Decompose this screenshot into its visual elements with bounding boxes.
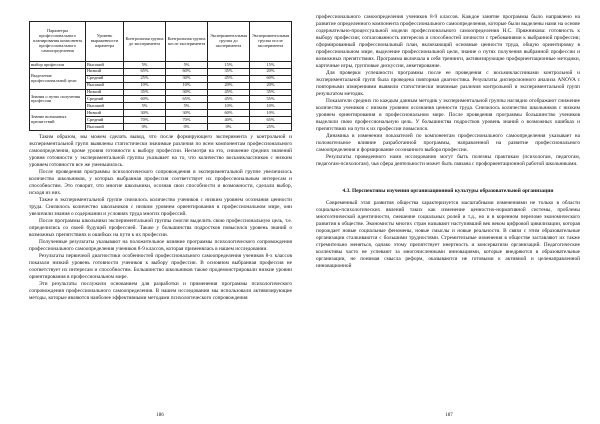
table-row [30, 110, 292, 117]
value-cell: 10% [124, 82, 166, 89]
param-cell: выбор профессии [30, 62, 86, 69]
value-cell: 35% [208, 68, 250, 75]
value-cell: 55% [250, 96, 292, 103]
value-cell: 60% [124, 96, 166, 103]
body-text [316, 200, 580, 270]
level-cell: Высокий [86, 62, 124, 69]
value-cell: 10% [250, 110, 292, 117]
value-cell: 45% [208, 96, 250, 103]
value-cell: 40% [208, 117, 250, 124]
level-cell: Средний [86, 96, 124, 103]
value-cell: 0% [124, 124, 166, 131]
value-cell: 5% [166, 103, 208, 110]
level-cell: Средний [86, 75, 124, 82]
value-cell: 15% [208, 62, 250, 69]
value-cell: 65% [124, 68, 166, 75]
table-row [30, 68, 292, 75]
value-cell: 20% [250, 82, 292, 89]
value-cell: 25% [250, 124, 292, 131]
paragraph: Также в экспериментальной группе снизилось количество учеников с низким уровнем осознания ценности труда. Снизилось количество школьников с низким уровнем ориентирования в профессиональном мире, они увеличили знания о содержании и условиях труда многих профессий. [29, 196, 292, 217]
table-header-row [30, 22, 292, 62]
value-cell: 35% [124, 89, 166, 96]
level-cell: Низкий [86, 68, 124, 75]
value-cell: 10% [208, 103, 250, 110]
value-cell: 30% [124, 110, 166, 117]
level-cell: Низкий [86, 110, 124, 117]
table-header-cell: Параметры профессионального планирования компонента профессионального самоопределения [30, 22, 86, 62]
value-cell: 25% [124, 75, 166, 82]
value-cell: 60% [250, 75, 292, 82]
value-cell: 20% [208, 82, 250, 89]
paragraph: Полученные результаты указывают на положительное влияние программы психологического сопровождения профессионального самоопределения учеников 8-9 классов, которая применялась в нашем исследовании. [29, 238, 292, 252]
table-header-cell: Экспериментальная группа до эксперимента [208, 22, 250, 62]
value-cell: 30% [166, 75, 208, 82]
value-cell: 35% [250, 89, 292, 96]
table-row [30, 89, 292, 96]
table-header-cell: Уровень выраженности параметра [86, 22, 124, 62]
level-cell: Высокий [86, 103, 124, 110]
paragraph: Динамика в изменении показателей по компонентам профессионального самоопределения указывает на положительное влияние разработанной программы, направленной на развитие профессионального самоопределения и формирование осознанного выбора профессии. [316, 133, 580, 153]
value-cell: 60% [166, 68, 208, 75]
param-cell: Выделение профессиональной цели [30, 68, 86, 89]
param-cell: Знание возможных препятствий [30, 110, 86, 131]
paragraph: профессионального самоопределения учеников 8-9 классов. Каждое занятие программы было направлено на развитие определенного компонента профессионального самоопределения, которые были выделены нами на основе содержательно-процессуальной модели профессионального самоопределения Н.С. Пряжникова: готовность к выбору профессии; согласованность интересов и способностей личности с требованиями к выбранной профессии; сформированный профессиональный план, включающий основные ценности труда, общую ориентировку в профессиональном мире, выделение профессиональной цели, знание о путях получения выбранной профессии и возможных препятствиях. Программа включала в себя тренинги, активизирующие профориентационные методики, карточные игры, групповые дискуссии, анкетирование. [316, 14, 580, 69]
value-cell: 0% [166, 124, 208, 131]
value-cell: 20% [250, 68, 292, 75]
paragraph: Показатели средних по каждым данным методик у экспериментальной группы наглядно отображают снижение количества учеников с низким уровнем осознания ценности труда. Снизилось количество школьников с низким уровнем ориентирования в профессиональном мире. После проведения программы большинство учеников выделили свою профессиональную цель. У большинства подростков уровень знаний о возможных ошибках и препятствиях на пути к их профессии повысился. [316, 98, 580, 132]
level-cell: Высокий [86, 124, 124, 131]
body-text [316, 14, 580, 168]
table-header-cell: Контрольная группа до эксперимента [124, 22, 166, 62]
body-text [29, 134, 292, 302]
paragraph: Таким образом, мы можем сделать вывод, что после формирующего эксперимента у контрольной и экспериментальной групп выявлены статистически значимые различия по всем компонентам профессионального самоопределения, кроме уровня готовности к выбору профессии. Несмотря на это, снижение средних значений уровня готовности у экспериментальной группы указывает на то, что количество восьмиклассников с низким уровнем готовности все же уменьшилось. [29, 133, 292, 168]
param-cell: Знания о путях получения профессии [30, 89, 86, 110]
value-cell: 65% [166, 96, 208, 103]
value-cell: 0% [208, 124, 250, 131]
results-table [29, 21, 292, 131]
value-cell: 45% [208, 75, 250, 82]
level-cell: Высокий [86, 82, 124, 89]
value-cell: 70% [166, 117, 208, 124]
level-cell: Низкий [86, 89, 124, 96]
value-cell: 5% [166, 62, 208, 69]
paragraph: Результаты первичной диагностики особенностей профессионального самоопределения учеников 8-х классов показали низкий уровень готовности учеников к выбору профессии. В основном выбранная профессия не соответствует их интересам и способностям. Большинство школьников также продемонстрировали низкие уровни ориентирования в профессиональном мире. [29, 252, 292, 280]
value-cell: 15% [250, 62, 292, 69]
level-cell: Средний [86, 117, 124, 124]
section-heading: 4.3. Перспективы изучения организационной культуры образовательной организации [342, 188, 554, 194]
table-header-cell: Контрольная группа после эксперимента [166, 22, 208, 62]
page-number: 186 [156, 413, 164, 418]
paragraph: После проведения программы психологического сопровождения в экспериментальной группе увеличилось количество школьников, у которых выбранная профессия соответствует их профессиональным интересам и способностям. Это говорит, что многие школьники, осознав свои способности и возможности, сделали выбор, исходя из них. [29, 168, 292, 196]
value-cell: 70% [124, 117, 166, 124]
table-row [30, 62, 292, 69]
right-page [300, 0, 600, 424]
value-cell: 45% [208, 89, 250, 96]
value-cell: 10% [250, 103, 292, 110]
value-cell: 5% [124, 62, 166, 69]
table-header-cell: Экспериментальная группа после эксперимента [250, 22, 292, 62]
paragraph: После программы школьники экспериментальной группы смогли выделить свою профессиональную цель, т.е. определились со своей будущей профессией. Также у большинства подростков повысился уровень знаний о возможных препятствиях и ошибках на пути к их профессии. [29, 217, 292, 238]
paragraph: Для проверки успешности программы после ее проведения с восьмиклассниками контрольной и экспериментальной групп была проведена повторная диагностика. Результаты дисперсионного анализа ANOVA с повторными измерениями выявили статистически значимые различия контрольной и экспериментальной групп результатом методик. [316, 70, 580, 97]
paragraph: Эти результаты послужили основанием для разработки и применения программы психологического сопровождения профессионального самоопределения. В нашем исследовании мы использовали активизирующие методы, которые являются наиболее эффективными методами психологического сопровождения [29, 280, 292, 301]
paragraph: Современный этап развития общества характеризуется масштабными изменениями не только в области социально-психологических явлений таких как изменение ценностно-нормативной системы, проблемы многоэтнической идентичности, смешение социальных ролей и т.д., но и в коренном переломе экономического развития в обществе. Экономисты многих стран называют наступивший век веком цифровой цивилизации, которая порождает новые социальные феномены, новые смыслы и новые реальности. В связи с этим образовательные организации сталкиваются с большими трудностями. Стремительные изменения в обществе заставляют их также стремительно меняться, однако этому препятствует инертность и консерватизм организаций. Педагогические коллективы часто не успевают за многочисленными инновациями, которые внедряются в образовательные организации, не понимая смысла реформ, оказываются не готовыми к активной и целенаправленной инновационной [316, 200, 580, 269]
value-cell: 10% [166, 82, 208, 89]
value-cell: 65% [250, 117, 292, 124]
value-cell: 5% [124, 103, 166, 110]
value-cell: 30% [166, 89, 208, 96]
value-cell: 60% [208, 110, 250, 117]
page-number: 187 [445, 413, 453, 418]
value-cell: 30% [166, 110, 208, 117]
paragraph: Результаты проведенного нами исследования могут быть полезны практикам (психологам, педагогам, педагогам-психологам), чья сфера деятельности может быть связана с профориентационной работой школьниками. [316, 154, 580, 167]
